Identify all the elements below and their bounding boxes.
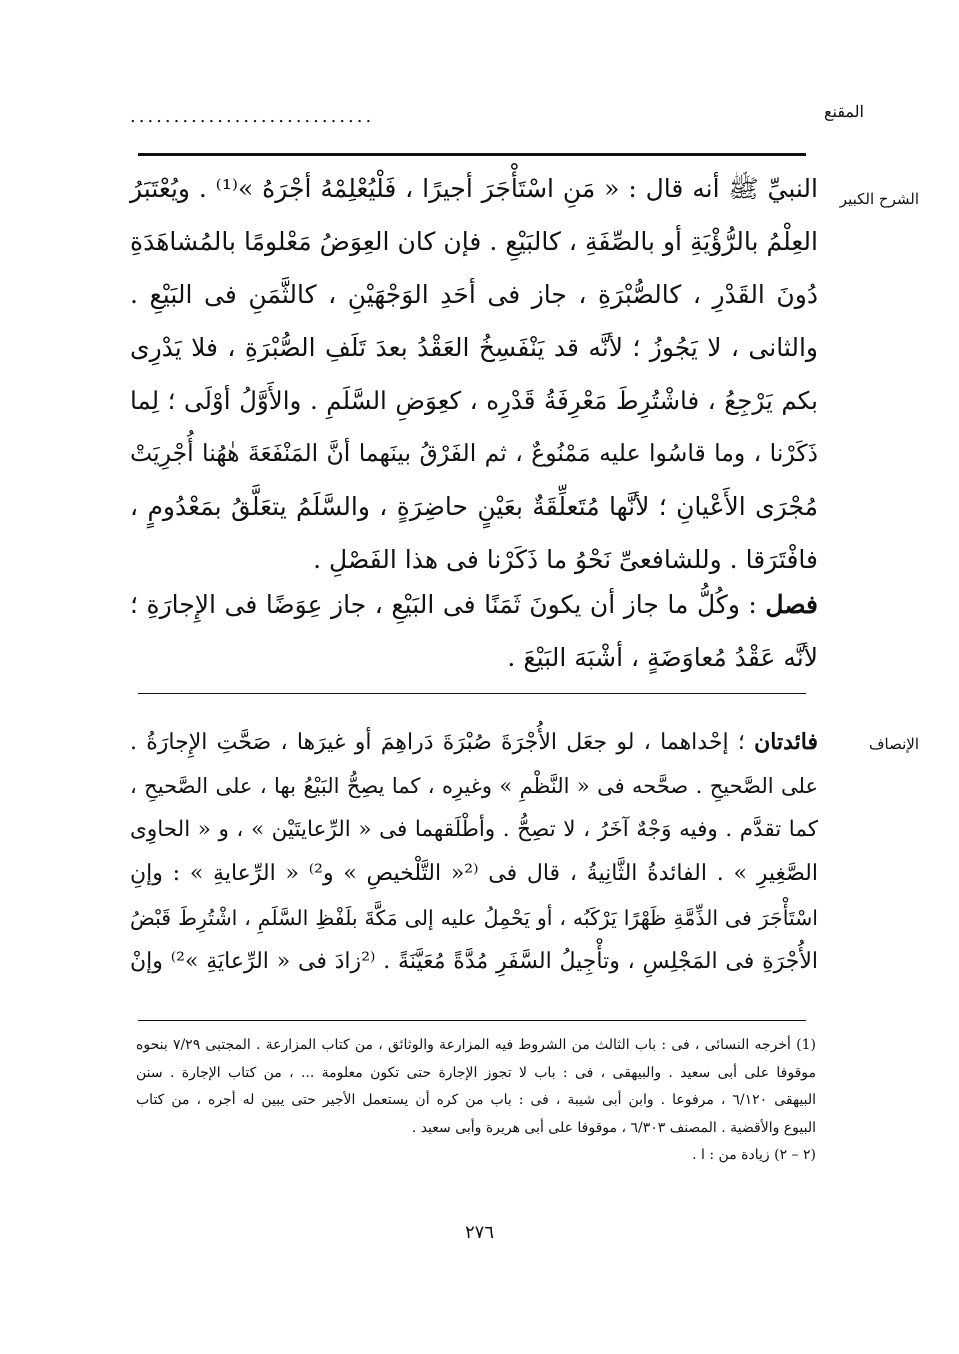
footnote-line: (٢ – ٢) زيادة من : ا .	[692, 1147, 816, 1163]
footnote-divider	[138, 1020, 806, 1021]
running-header-title: المقنع	[823, 102, 864, 121]
text-line: الصَّغِيرِ » . الفائدةُ الثَّانِيةُ ، قال فى ⁽²« التَّلْخيصِ » و²⁾ « الرِّعايةِ » : وإنِ	[130, 861, 818, 886]
insaf-heading: فائدتان	[754, 729, 818, 755]
insaf-section-label: الإنصاف	[868, 735, 919, 753]
text-line: على الصَّحيحِ . صحَّحه فى « النَّظْمِ » وغيرِه ، كما يصِحُّ البَيْعُ بها ، على الصَّحيحِ ،	[130, 774, 818, 798]
text-line: مُجْرَى الأَعْيانِ ؛ لأنَّها مُتَعلِّقَةٌ بعَيْنٍ حاضِرَةٍ ، والسَّلَمُ يتعَلَّقُ بمَعْدُومٍ ،	[130, 492, 818, 521]
footnote-line: (1) أخرجه النسائى ، فى : باب الثالث من الشروط فيه المزارعة والوثائق ، من كتاب المزارعة . المجتبى ٧/٢٩ بنحوه	[136, 1037, 816, 1053]
text-line: العِلْمُ بالرُّؤْيَةِ أو بالصِّفَةِ ، كالبَيْعِ . فإن كان العِوَضُ مَعْلومًا بالمُشاهَدَةِ	[130, 227, 818, 256]
text-line: بكم يَرْجِعُ ، فاشْتُرِطَ مَعْرِفَةُ قَدْرِه ، كعِوَضِ السَّلَمِ . والأَوَّلُ أوْلَى ؛ لِما	[130, 386, 818, 415]
footnotes	[136, 1032, 816, 1170]
insaf-text-block	[130, 720, 818, 984]
text-line: كما تقدَّم . وفيه وَجْهٌ آخَرُ ، لا تصِحُّ . وأطْلَقهما فى « الرِّعايتَيْن » ، و « الحاوِى	[130, 817, 818, 842]
header-rule	[138, 153, 806, 156]
text-line	[130, 578, 818, 631]
fasl-heading: فصل	[765, 590, 818, 619]
text-line: لأنَّه عَقْدُ مُعاوَضَةٍ ، أشْبَهَ البَيْعَ .	[507, 643, 818, 672]
fasl-line-rest: : وكُلُّ ما جاز أن يكونَ ثَمَنًا فى البَيْعِ ، جاز عِوَضًا فى الإِجارَةِ ؛	[130, 590, 757, 619]
footnote-line: البيوع والأقضية . المصنف ٦/٣٠٣ ، موقوفا على أبى هريرة وأبى سعيد .	[411, 1119, 816, 1136]
fasl-paragraph	[130, 578, 818, 684]
section-divider	[138, 693, 806, 694]
footnote-line: موقوفا على أبى سعيد . والبيهقى ، فى : باب لا تجوز الإجارة حتى تكون معلومة ... ، من كتاب الإجارة . سنن	[136, 1064, 816, 1081]
text-line: النبيِّ ﷺ أنه قال : « مَنِ اسْتَأْجَرَ أجيرًا ، فَلْيُعْلِمْهُ أجْرَهُ »⁽¹⁾ . ويُعْتَبَرُ	[130, 174, 818, 203]
page-number: ٢٧٦	[464, 1222, 494, 1243]
text-line: دُونَ القَدْرِ ، كالصُّبْرَةِ ، جاز فى أحَدِ الوَجْهَيْنِ ، كالثَّمَنِ فى البَيْعِ .	[130, 280, 818, 309]
sharh-text-block	[130, 162, 818, 586]
text-line: ذَكَرْنا ، وما قاسُوا عليه مَمْنُوعٌ ، ثم الفَرْقُ بينَهما أنَّ المَنْفَعَةَ هٰهُنا أُجْرِيَتْ	[130, 439, 818, 467]
footnote-line: البيهقى ٦/١٢٠ ، مرفوعا . وابن أبى شيبة ، فى : باب من كره أن يستعمل الأجير حتى يبين له أجره ، من كتاب	[136, 1092, 817, 1108]
text-line: والثانى ، لا يَجُوزُ ؛ لأنَّه قد يَنْفَسِخُ العَقْدُ بعدَ تَلَفِ الصُّبْرَةِ ، فلا يَدْرِى	[130, 333, 818, 362]
text-line: اسْتَأْجَرَ فى الذِّمَّةِ ظَهْرًا يَرْكَبُه ، أو يَحْمِلُ عليه إلى مَكَّةَ بلَفْظِ السَّلَمِ ، اشْتُرِطَ قَبْضُ	[130, 906, 818, 930]
header-dotted-line: ............................	[130, 106, 375, 127]
text-line: الأُجْرَةِ فى المَجْلِسِ ، وتأْجِيلُ السَّفَرِ مُدَّةً مُعَيَّنَةً . ⁽²زادَ فى « الرِّعايَةِ »²⁾ وإنْ	[130, 949, 819, 974]
text-line	[130, 720, 818, 764]
text-line: فافْتَرَقا . وللشافعىِّ نَحْوُ ما ذَكَرْنا فى هذا الفَصْلِ .	[313, 545, 818, 574]
sharh-section-label: الشرح الكبير	[839, 190, 919, 208]
insaf-line-rest: ؛ إحْداهما ، لو جعَل الأُجْرَةَ صُبْرَةَ دَراهِمَ أو غيرَها ، صَحَّتِ الإِجارَةُ .	[130, 730, 745, 755]
